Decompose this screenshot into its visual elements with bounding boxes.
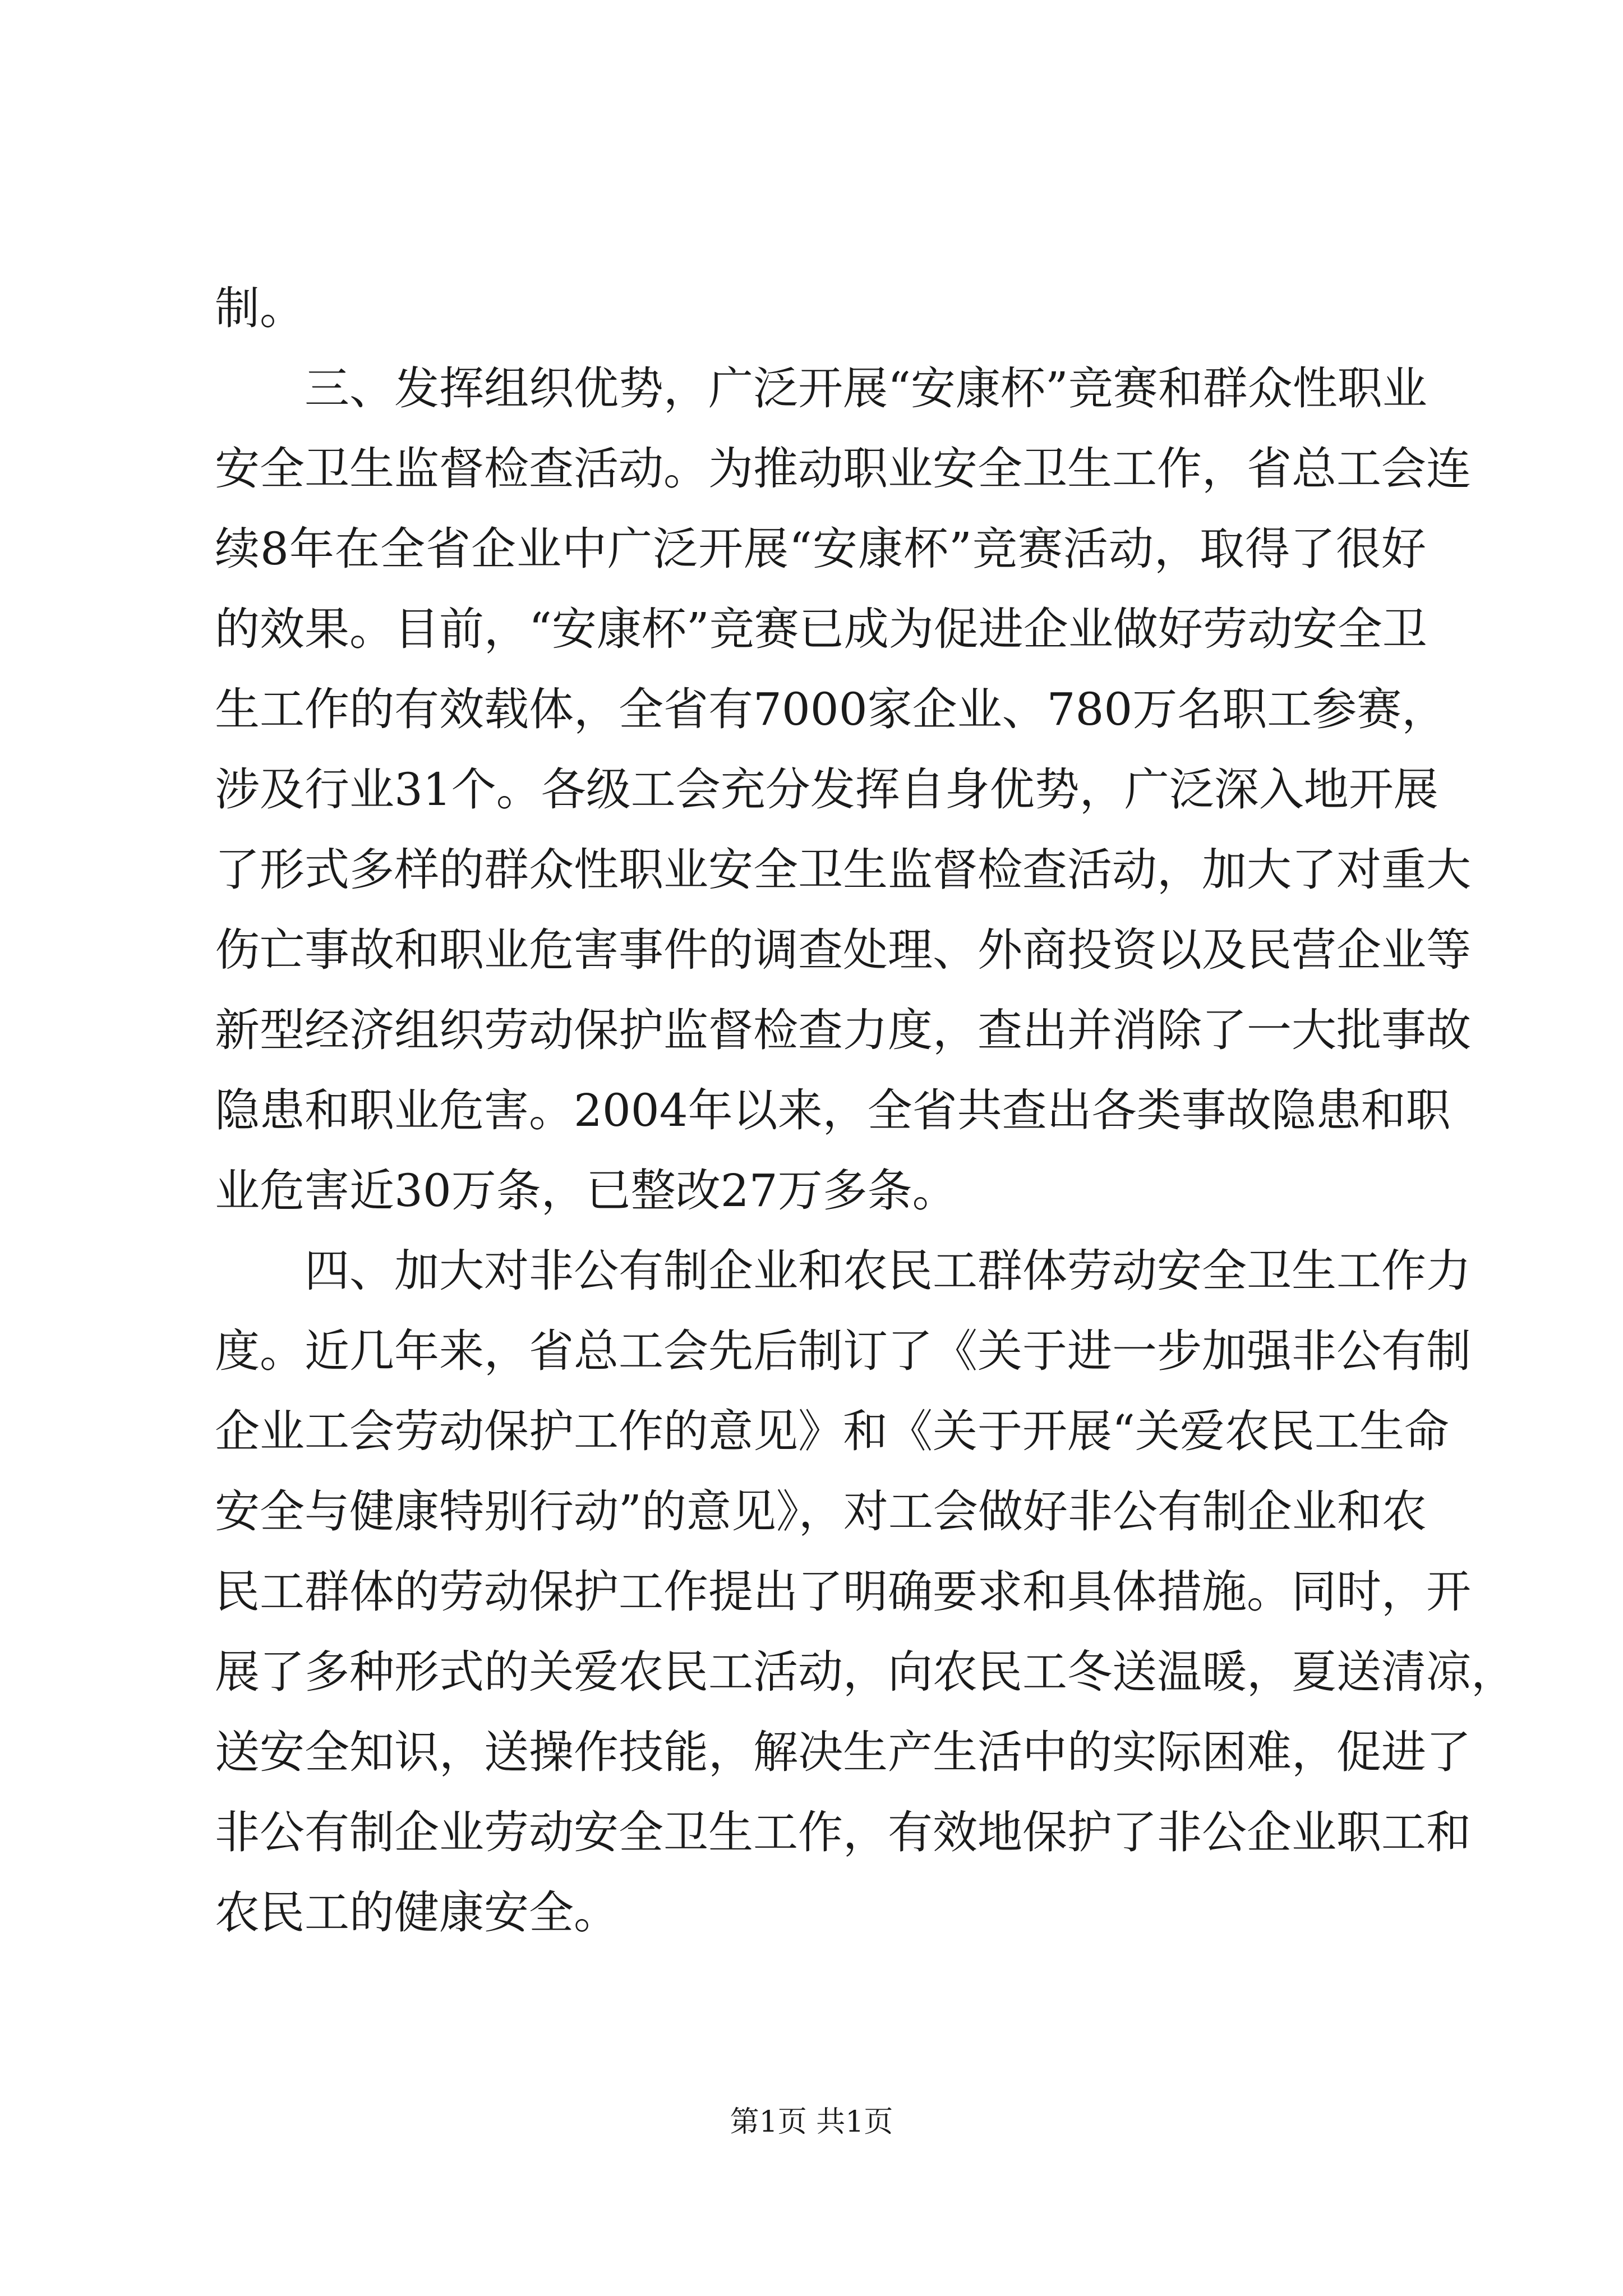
text-line: 制。 bbox=[215, 282, 305, 334]
text-line: 农民工的健康安全。 bbox=[215, 1887, 619, 1939]
text-line: 安全与健康特别行动”的意见》，对工会做好非公有制企业和农 bbox=[215, 1485, 1427, 1538]
text-line: 业危害近30万条，已整改27万多条。 bbox=[215, 1165, 957, 1217]
text-line: 四、加大对非公有制企业和农民工群体劳动安全卫生工作力 bbox=[305, 1245, 1471, 1297]
text-line: 生工作的有效载体，全省有7000家企业、780万名职工参赛， bbox=[215, 683, 1447, 735]
text-line: 送安全知识，送操作技能，解决生产生活中的实际困难，促进了 bbox=[215, 1726, 1471, 1778]
text-line: 安全卫生监督检查活动。为推动职业安全卫生工作，省总工会连 bbox=[215, 443, 1471, 495]
page-footer: 第1页 共1页 bbox=[730, 2105, 893, 2139]
text-line: 的效果。目前，“安康杯”竞赛已成为促进企业做好劳动安全卫 bbox=[215, 603, 1427, 655]
text-line: 非公有制企业劳动安全卫生工作，有效地保护了非公企业职工和 bbox=[215, 1806, 1471, 1858]
text-line: 隐患和职业危害。2004年以来，全省共查出各类事故隐患和职 bbox=[215, 1084, 1451, 1137]
text-line: 企业工会劳动保护工作的意见》和《关于开展“关爱农民工生命 bbox=[215, 1405, 1449, 1457]
text-line: 续8年在全省企业中广泛开展“安康杯”竞赛活动，取得了很好 bbox=[215, 523, 1426, 575]
text-line: 度。近几年来，省总工会先后制订了《关于进一步加强非公有制 bbox=[215, 1325, 1471, 1377]
text-line: 三、发挥组织优势，广泛开展“安康杯”竞赛和群众性职业 bbox=[305, 362, 1427, 415]
text-line: 民工群体的劳动保护工作提出了明确要求和具体措施。同时，开 bbox=[215, 1566, 1471, 1618]
text-line: 了形式多样的群众性职业安全卫生监督检查活动，加大了对重大 bbox=[215, 844, 1471, 896]
text-line: 涉及行业31个。各级工会充分发挥自身优势，广泛深入地开展 bbox=[215, 763, 1438, 816]
body-text bbox=[215, 268, 1516, 1953]
text-line: 展了多种形式的关爱农民工活动，向农民工冬送温暖，夏送清凉， bbox=[215, 1646, 1516, 1698]
text-line: 伤亡事故和职业危害事件的调查处理、外商投资以及民营企业等 bbox=[215, 924, 1471, 976]
text-line: 新型经济组织劳动保护监督检查力度，查出并消除了一大批事故 bbox=[215, 1004, 1471, 1056]
